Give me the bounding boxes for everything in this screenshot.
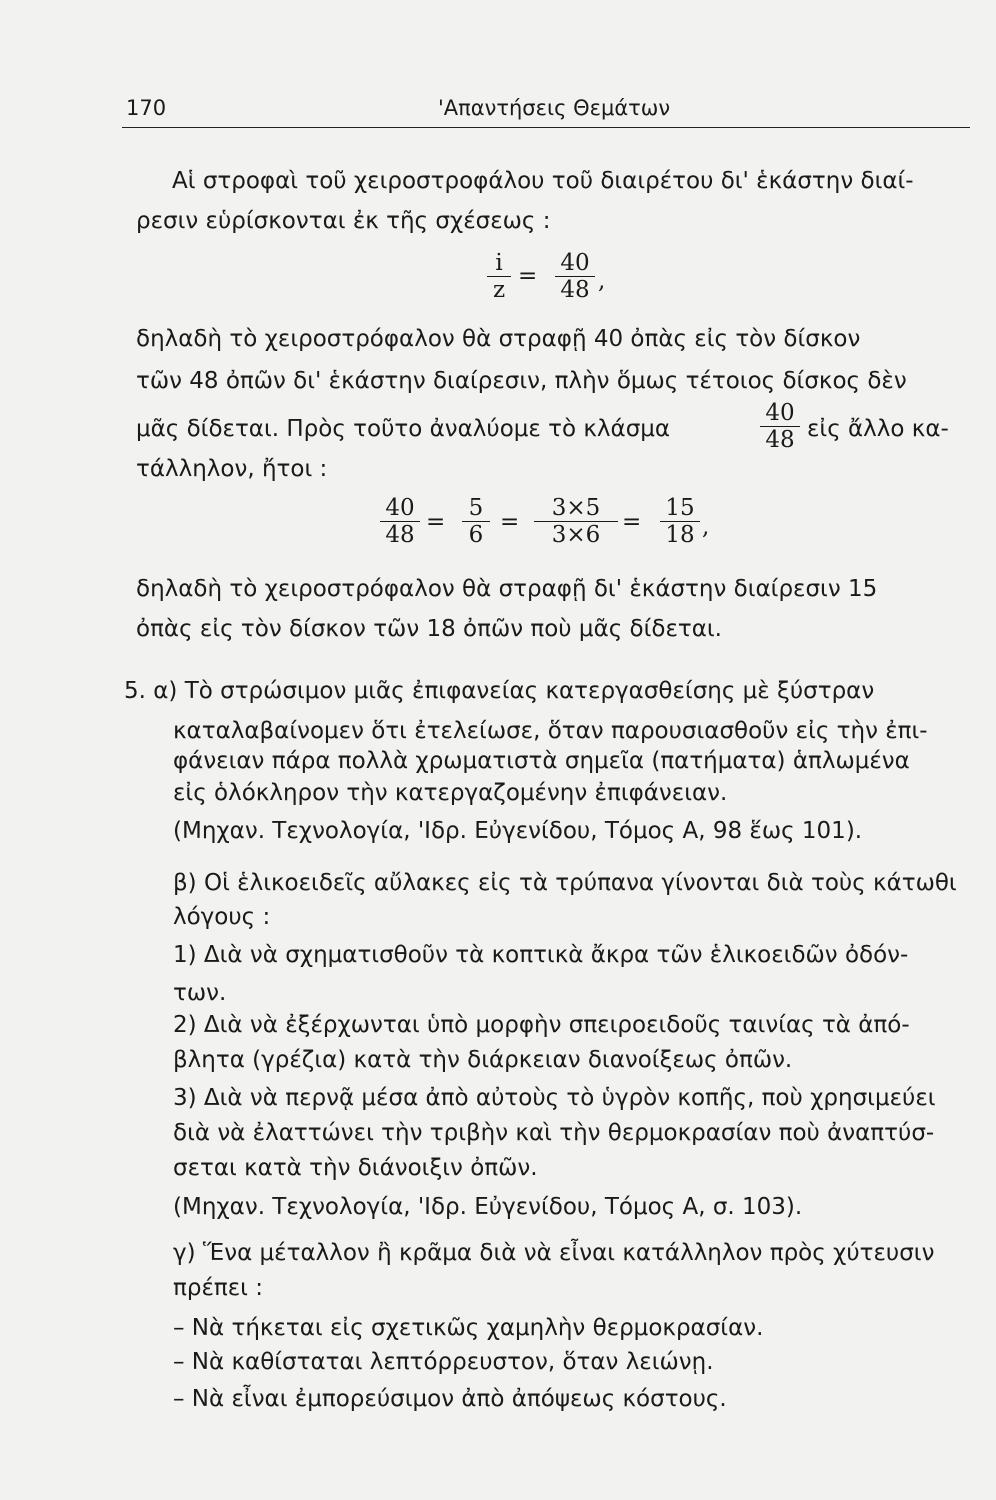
text-line: φάνειαν πάρα πολλὰ χρωματιστὰ σημεῖα (πατήματα) ἁπλωμένα <box>173 748 910 774</box>
text-line: Αἱ στροφαὶ τοῦ χειροστροφάλου τοῦ διαιρέτου δι' ἑκάστην διαί- <box>172 168 914 194</box>
text-line: πρέπει : <box>173 1275 264 1301</box>
text-line: διὰ νὰ ἐλαττώνει τὴν τριβὴν καὶ τὴν θερμοκρασίαν ποὺ ἀναπτύσ- <box>173 1120 935 1146</box>
fraction-numerator: 40 <box>760 400 800 427</box>
equals-sign: = <box>426 509 446 535</box>
text-line: 2) Διὰ νὰ ἐξέρχωνται ὑπὸ μορφὴν σπειροειδοῦς ταινίας τὰ ἀπό- <box>173 1012 910 1038</box>
fraction-numerator: 3×5 <box>534 495 618 522</box>
running-title: 'Απαντήσεις Θεμάτων <box>438 96 671 120</box>
fraction-denominator: 18 <box>665 522 695 548</box>
header-rule <box>122 127 970 128</box>
fraction-denominator: 48 <box>765 427 795 453</box>
equals-sign: = <box>518 263 538 289</box>
comma: , <box>702 514 710 540</box>
citation-line: (Μηχαν. Τεχνολογία, 'Ιδρ. Εὐγενίδου, Τόμος Α, σ. 103). <box>173 1194 803 1220</box>
fraction-40-over-48 <box>555 250 595 303</box>
text-line: λόγους : <box>173 904 271 930</box>
fraction-numerator: i <box>487 250 511 277</box>
fraction-denominator: 6 <box>468 522 484 548</box>
text-line: τάλληλον, ἤτοι : <box>136 456 328 482</box>
inline-fraction-40-over-48 <box>760 400 800 453</box>
fraction-numerator: 15 <box>660 495 700 522</box>
text-line: δηλαδὴ τὸ χειροστρόφαλον θὰ στραφῇ 40 ὀπὰς εἰς τὸν δίσκον <box>136 326 861 352</box>
fraction-i-over-z <box>487 250 511 303</box>
text-line: εἰς ἄλλο κα- <box>807 416 949 442</box>
text-line: 5. α) Τὸ στρώσιμον μιᾶς ἐπιφανείας κατεργασθείσης μὲ ξύστραν <box>124 678 875 704</box>
fraction-denominator: 3×6 <box>551 522 601 548</box>
text-line: εἰς ὁλόκληρον τὴν κατεργαζομένην ἐπιφάνειαν. <box>173 780 728 806</box>
fraction-numerator: 40 <box>380 495 420 522</box>
fraction-15-over-18 <box>660 495 700 548</box>
text-line: ρεσιν εὑρίσκονται ἐκ τῆς σχέσεως : <box>136 208 551 234</box>
fraction-numerator: 40 <box>555 250 595 277</box>
text-line: βλητα (γρέζια) κατὰ τὴν διάρκειαν διανοίξεως ὀπῶν. <box>173 1047 793 1073</box>
fraction-40-over-48 <box>380 495 420 548</box>
text-line: ὀπὰς εἰς τὸν δίσκον τῶν 18 ὀπῶν ποὺ μᾶς δίδεται. <box>136 616 722 642</box>
fraction-denominator: z <box>492 277 506 303</box>
fraction-5-over-6 <box>462 495 490 548</box>
text-line: των. <box>173 980 227 1006</box>
text-line: 1) Διὰ νὰ σχηματισθοῦν τὰ κοπτικὰ ἄκρα τῶν ἑλικοειδῶν ὀδόν- <box>173 942 909 968</box>
text-line: δηλαδὴ τὸ χειροστρόφαλον θὰ στραφῇ δι' ἑκάστην διαίρεσιν 15 <box>136 576 878 602</box>
list-item: – Νὰ τήκεται εἰς σχετικῶς χαμηλὴν θερμοκρασίαν. <box>173 1315 764 1341</box>
show-through-texture <box>135 180 141 204</box>
fraction-numerator: 5 <box>462 495 490 522</box>
equals-sign: = <box>500 509 520 535</box>
text-line: σεται κατὰ τὴν διάνοιξιν ὀπῶν. <box>173 1155 538 1181</box>
text-line: γ) Ἕνα μέταλλον ἢ κρᾶμα διὰ νὰ εἶναι κατάλληλον πρὸς χύτευσιν <box>173 1240 935 1266</box>
text-line: καταλαβαίνομεν ὅτι ἐτελείωσε, ὅταν παρουσιασθοῦν εἰς τὴν ἐπι- <box>173 718 928 744</box>
text-line: μᾶς δίδεται. Πρὸς τοῦτο ἀναλύομε τὸ κλάσμα <box>136 416 671 442</box>
fraction-denominator: 48 <box>385 522 415 548</box>
list-item: – Νὰ καθίσταται λεπτόρρευστον, ὅταν λειώνῃ. <box>173 1349 714 1375</box>
comma: , <box>598 268 606 294</box>
citation-line: (Μηχαν. Τεχνολογία, 'Ιδρ. Εὐγενίδου, Τόμος Α, 98 ἕως 101). <box>173 818 863 844</box>
fraction-denominator: 48 <box>560 277 590 303</box>
list-item: – Νὰ εἶναι ἐμπορεύσιμον ἀπὸ ἀπόψεως κόστους. <box>173 1386 727 1412</box>
text-line: β) Οἱ ἑλικοειδεῖς αὔλακες εἰς τὰ τρύπανα γίνονται διὰ τοὺς κάτωθι <box>173 870 957 896</box>
text-line: τῶν 48 ὀπῶν δι' ἑκάστην διαίρεσιν, πλὴν ὅμως τέτοιος δίσκος δὲν <box>136 368 907 394</box>
text-line: 3) Διὰ νὰ περνᾷ μέσα ἀπὸ αὐτοὺς τὸ ὑγρὸν κοπῆς, ποὺ χρησιμεύει <box>173 1085 936 1111</box>
fraction-3x5-over-3x6 <box>534 495 618 548</box>
page-header <box>126 96 966 130</box>
page-number: 170 <box>126 96 167 120</box>
equals-sign: = <box>622 509 642 535</box>
